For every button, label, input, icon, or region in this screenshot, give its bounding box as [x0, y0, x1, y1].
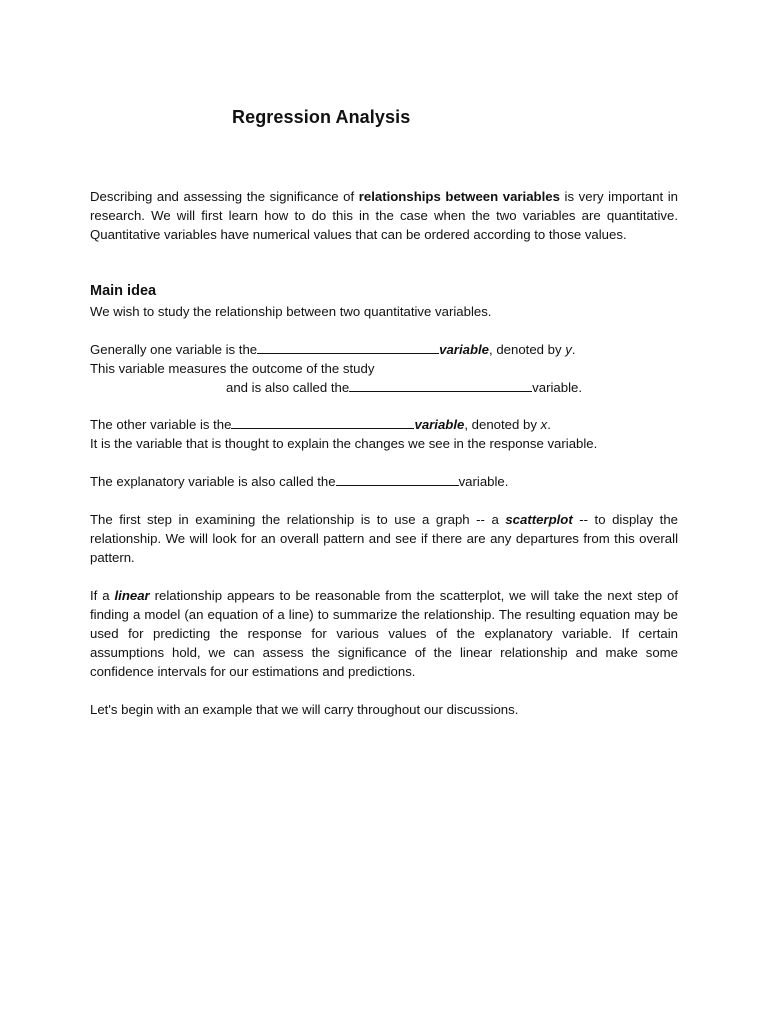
document-title: Regression Analysis — [232, 107, 411, 127]
intro-bold-phrase: relationships between variables — [358, 189, 560, 204]
scatterplot-term: scatterplot — [505, 512, 573, 527]
explanatory-alias-blank — [336, 472, 459, 486]
response-term: variable — [439, 342, 489, 357]
scatterplot-paragraph — [90, 510, 678, 567]
closing-sentence: Let's begin with an example that we will carry throughout our discussions. — [90, 702, 519, 717]
explanatory-line-1-end: . — [547, 417, 551, 432]
response-line-1-prefix: Generally one variable is the — [90, 342, 258, 357]
response-line-1 — [90, 340, 678, 359]
main-idea-heading: Main idea — [90, 283, 157, 299]
alias-line-prefix: The explanatory variable is also called the — [90, 474, 336, 489]
explanatory-line-1 — [90, 415, 678, 434]
response-line-3-prefix: and is also called the — [226, 380, 350, 395]
response-variable-block — [90, 340, 678, 397]
explanatory-term: variable — [414, 417, 465, 432]
response-blank — [257, 340, 439, 354]
scatterplot-text-end: -- to display the relationship. We will look for an overall pattern and see if there are any departures from this overall pattern. — [90, 512, 678, 565]
intro-paragraph — [90, 187, 678, 244]
explanatory-line-1-suffix: , denoted by — [464, 417, 541, 432]
explanatory-variable-block — [90, 415, 678, 453]
linear-text-end: relationship appears to be reasonable from the scatterplot, we will take the next step of finding a model (an equation of a line) to summarize the relationship. The resulting equation may be used for predicting the response for various values of the explanatory variable. If certain assumptions hold, we can assess the significance of the linear relationship and make some confidence intervals for our estimations and predictions. — [90, 588, 678, 679]
explanatory-blank — [231, 415, 414, 429]
explanatory-line-1-prefix: The other variable is the — [90, 417, 232, 432]
alias-line-suffix: variable. — [458, 474, 509, 489]
response-line-1-end: . — [571, 342, 576, 357]
response-line-1-suffix: , denoted by — [489, 342, 566, 357]
intro-text-start: Describing and assessing the significance of — [90, 189, 359, 204]
linear-term: linear — [114, 588, 150, 603]
response-line-2: This variable measures the outcome of the study — [90, 361, 375, 376]
main-idea-sentence: We wish to study the relationship between two quantitative variables. — [90, 304, 492, 319]
linear-text-start: If a — [90, 588, 115, 603]
response-symbol: y — [565, 342, 572, 357]
scatterplot-text-start: The first step in examining the relationship is to use a graph -- a — [90, 512, 506, 527]
response-alias-blank — [349, 378, 532, 392]
intro-text-end: is very important in research. We will first learn how to do this in the case when the two variables are quantitative. Quantitative variables have numerical values that can be ordered according to those values. — [90, 189, 678, 242]
explanatory-line-2: It is the variable that is thought to explain the changes we see in the response variable. — [90, 436, 598, 451]
explanatory-alias-line — [90, 472, 678, 491]
response-line-3 — [90, 378, 678, 397]
response-line-3-suffix: variable. — [532, 380, 583, 395]
linear-paragraph — [90, 586, 678, 681]
explanatory-symbol: x — [540, 417, 548, 432]
